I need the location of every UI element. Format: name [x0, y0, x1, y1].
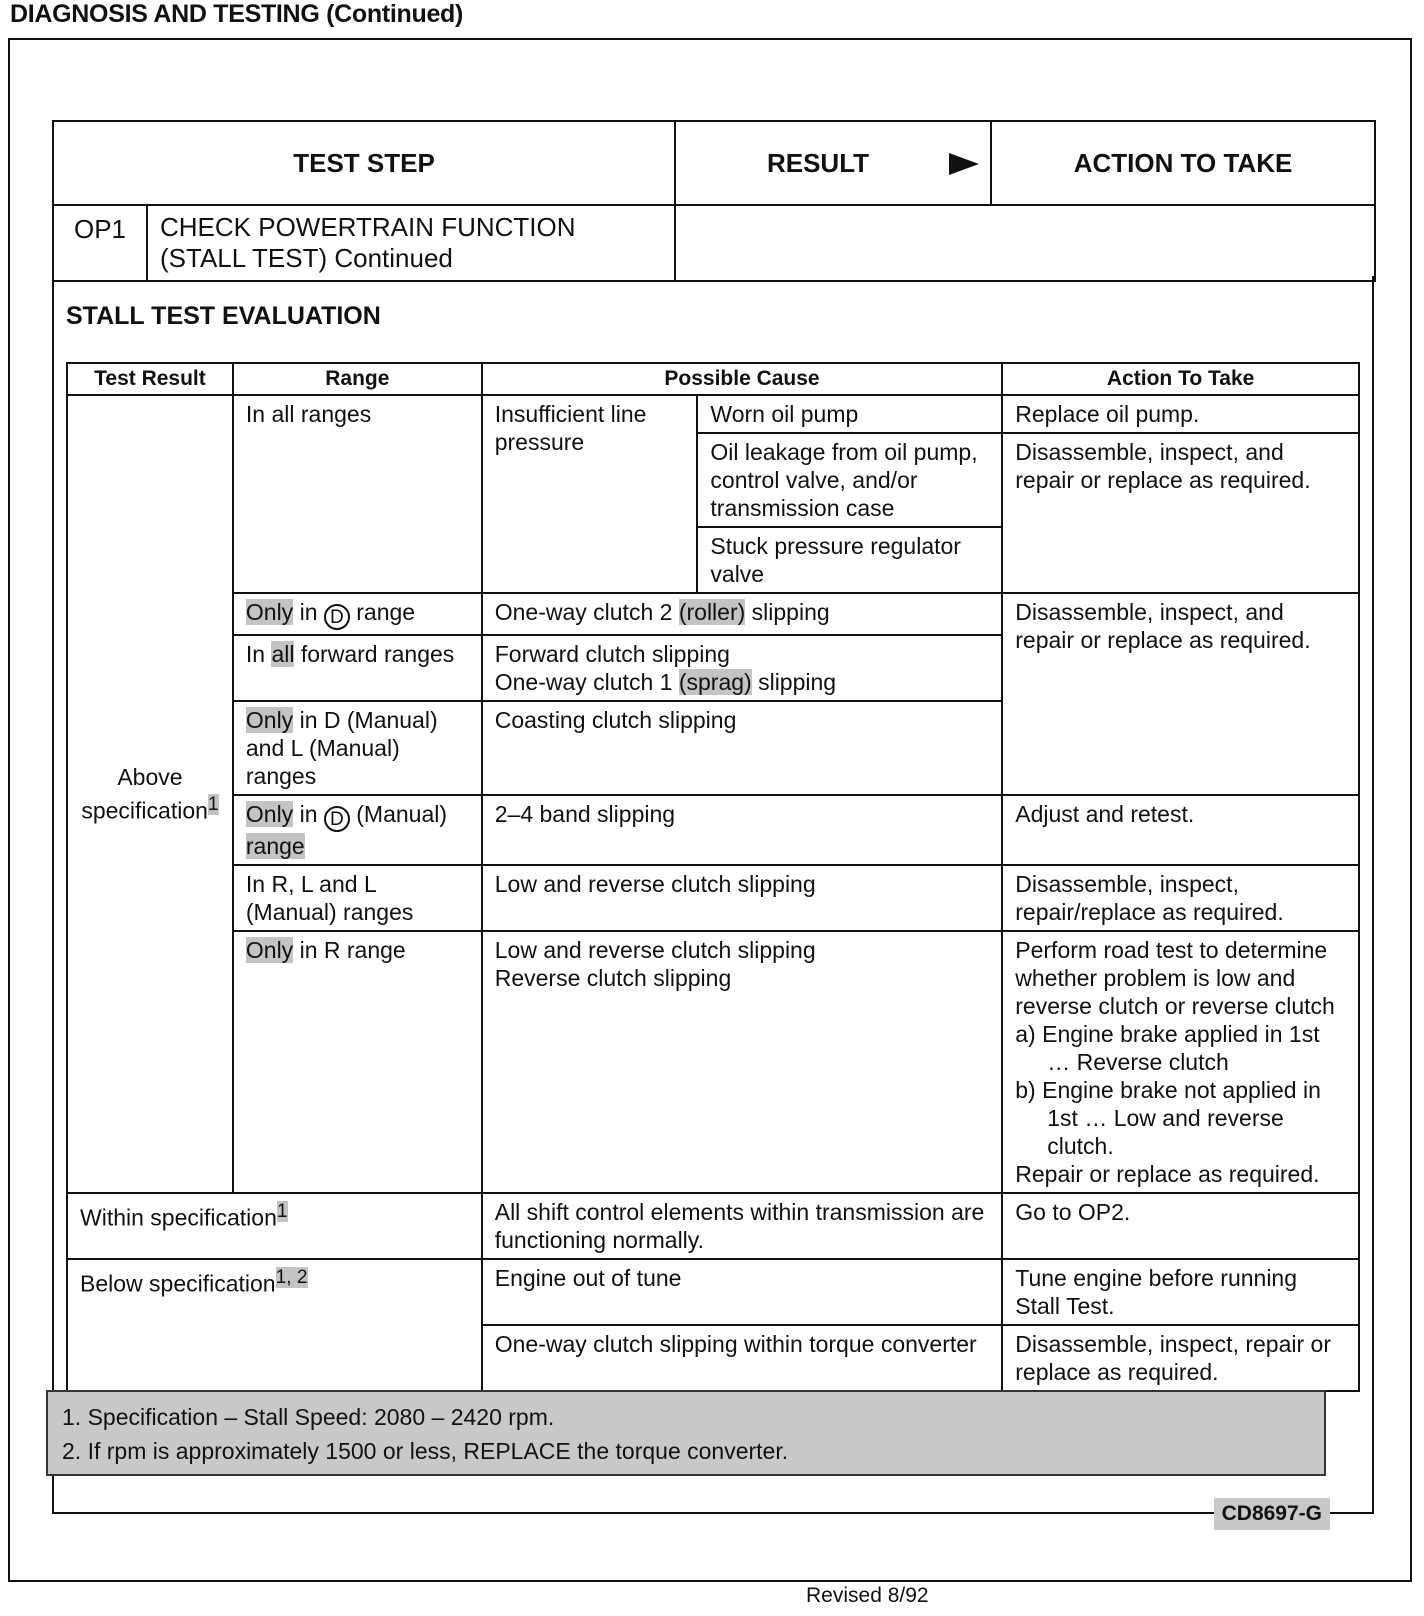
cause-cell: All shift control elements within transmission are functioning normally.: [482, 1193, 1003, 1259]
test-step-header: [52, 120, 1376, 282]
table-header-row: [67, 363, 1359, 395]
cause-cell: One-way clutch 2 (roller) slipping: [482, 593, 1003, 635]
test-result-below: Below specification$^{1, 2}$: [67, 1259, 482, 1391]
table-row: [67, 1193, 1359, 1259]
stall-test-table: [66, 362, 1360, 1392]
cause-cell: Coasting clutch slipping: [482, 701, 1003, 795]
footnote-ref: 1, 2: [275, 1267, 308, 1288]
arrow-right-icon: [949, 153, 979, 175]
column-header: Possible Cause: [482, 363, 1003, 395]
cause-cell: Forward clutch slipping One-way clutch 1 (sprag) slipping: [482, 635, 1003, 701]
action-cell: Disassemble, inspect, and repair or replace as required.: [1002, 593, 1359, 795]
circled-d: D: [324, 604, 350, 630]
result-label: RESULT: [766, 147, 870, 178]
cause-cell: One-way clutch slipping within torque converter: [482, 1325, 1003, 1391]
footnote-ref: 1: [207, 794, 219, 816]
action-cell: Go to OP2.: [1002, 1193, 1359, 1259]
op-title: [147, 205, 675, 281]
page-heading: DIAGNOSIS AND TESTING (Continued): [10, 0, 464, 28]
range-cell: In all ranges: [233, 395, 482, 593]
action-cell: Disassemble, inspect, repair/replace as required.: [1002, 865, 1359, 931]
range-cell: In R, L and L (Manual) ranges: [233, 865, 482, 931]
table-row: [67, 865, 1359, 931]
result-heading: [675, 121, 991, 205]
list-item: b) Engine brake not applied in 1st … Low and reverse clutch.: [1015, 1077, 1321, 1159]
figure-code: CD8697-G: [1214, 1498, 1330, 1530]
subcause-cell: Stuck pressure regulator valve: [697, 527, 1002, 593]
op-title-line2: (STALL TEST) Continued: [160, 243, 453, 273]
footnotes: [46, 1390, 1326, 1476]
subcause-cell: Oil leakage from oil pump, control valve, and/or transmission case: [697, 433, 1002, 527]
cause-cell: Engine out of tune: [482, 1259, 1003, 1325]
op-title-line1: CHECK POWERTRAIN FUNCTION: [160, 212, 576, 242]
range-cell: Only in D (Manual) range: [233, 795, 482, 865]
list-item: a) Engine brake applied in 1st … Reverse clutch: [1015, 1021, 1320, 1075]
table-row: [67, 395, 1359, 433]
test-result-above: [67, 395, 233, 1193]
circled-d: D: [324, 806, 350, 832]
footnote-ref: 1: [276, 1201, 288, 1222]
column-header: Range: [233, 363, 482, 395]
column-header: Test Result: [67, 363, 233, 395]
test-step-heading: TEST STEP: [53, 121, 675, 205]
footnote-2: 2. If rpm is approximately 1500 or less, REPLACE the torque converter.: [62, 1438, 789, 1464]
table-row: [67, 795, 1359, 865]
table-row: [67, 1259, 1359, 1325]
action-heading: ACTION TO TAKE: [991, 121, 1375, 205]
above-label: Above: [117, 764, 183, 791]
action-cell: Perform road test to determine whether problem is low and reverse clutch or reverse clutch a) Engine brake applied in 1st … Reverse clutch b) Engine brake not applied in 1st … Low and reverse clutch. Repair or replace as required.: [1002, 931, 1359, 1193]
cause-cell: Low and reverse clutch slipping: [482, 865, 1003, 931]
column-header: Action To Take: [1002, 363, 1359, 395]
table-row: [67, 931, 1359, 1193]
action-cell: Disassemble, inspect, and repair or replace as required.: [1002, 433, 1359, 593]
footnote-1: 1. Specification – Stall Speed: 2080 – 2420 rpm.: [62, 1404, 555, 1430]
range-cell: Only in R range: [233, 931, 482, 1193]
op-code: OP1: [53, 205, 147, 281]
cause-cell: Low and reverse clutch slipping Reverse clutch slipping: [482, 931, 1003, 1193]
section-title: STALL TEST EVALUATION: [66, 302, 381, 330]
subcause-cell: Worn oil pump: [697, 395, 1002, 433]
cause-cell: Insufficient line pressure: [482, 395, 698, 593]
test-result-within: Within specification$^1$: [67, 1193, 482, 1259]
above-label-2: specification$^1$: [81, 794, 219, 824]
action-list: [1015, 1020, 1346, 1160]
range-cell: In all forward ranges: [233, 635, 482, 701]
action-cell: Disassemble, inspect, repair or replace as required.: [1002, 1325, 1359, 1391]
range-cell: Only in D range: [233, 593, 482, 635]
action-cell: Tune engine before running Stall Test.: [1002, 1259, 1359, 1325]
revision-date: Revised 8/92: [806, 1584, 929, 1607]
op-result-cell: [675, 205, 1375, 281]
range-cell: Only in D (Manual) and L (Manual) ranges: [233, 701, 482, 795]
table-row: [67, 593, 1359, 635]
cause-cell: 2–4 band slipping: [482, 795, 1003, 865]
action-cell: Adjust and retest.: [1002, 795, 1359, 865]
action-cell: Replace oil pump.: [1002, 395, 1359, 433]
